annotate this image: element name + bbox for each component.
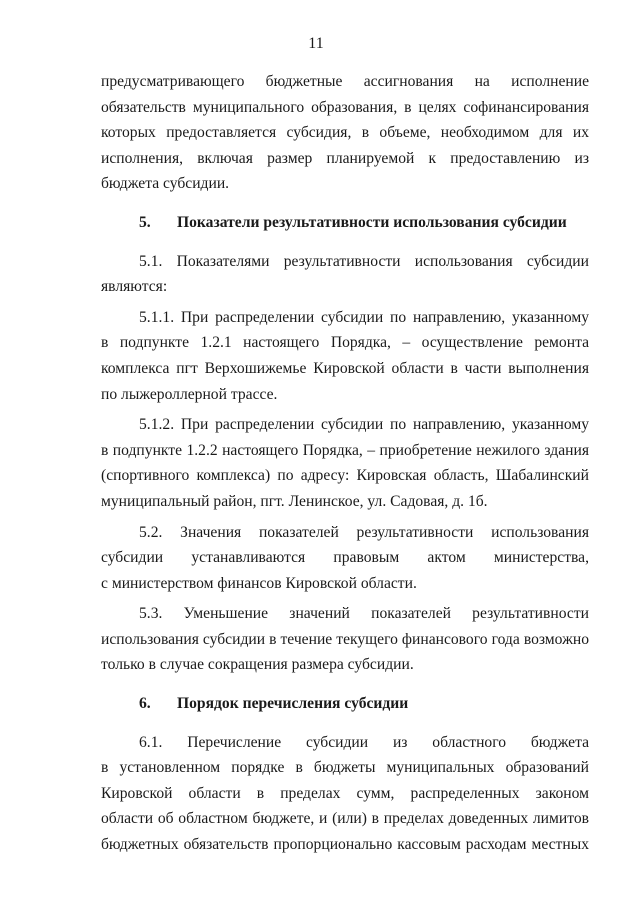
text-line: области об областном бюджете, и (или) в пределах доведенных лимитов xyxy=(101,810,589,828)
section-title: Порядок перечисления субсидии xyxy=(177,695,409,713)
text-line: по лыжероллерной трассе. xyxy=(101,385,278,403)
paragraph-5-1-2 xyxy=(101,412,589,514)
section-number: 5. xyxy=(139,213,151,231)
text-line: предусматривающего бюджетные ассигнования на исполнение xyxy=(101,73,589,90)
text-line: обязательств муниципального образования, в целях софинансирования xyxy=(101,98,589,116)
text-line: использования субсидии в течение текущего финансового года возможно xyxy=(101,630,589,648)
text-line: 6.1. Перечисление субсидии из областного бюджета xyxy=(139,733,589,751)
text-line: 5.3. Уменьшение значений показателей результативности xyxy=(139,605,589,623)
text-line: муниципальный район, пгт. Ленинское, ул. Садовая, д. 1б. xyxy=(101,492,488,510)
text-line: в установленном порядке в бюджеты муниципальных образований xyxy=(101,759,589,777)
text-line: 5.2. Значения показателей результативности использования xyxy=(139,523,589,541)
text-line: бюджетных обязательств пропорционально кассовым расходам местных xyxy=(101,836,589,854)
text-line: 5.1.1. При распределении субсидии по направлению, указанному xyxy=(139,308,589,326)
paragraph-intro xyxy=(101,69,589,197)
paragraph-6-1 xyxy=(101,730,589,858)
text-line: комплекса пгт Верхошижемье Кировской области в части выполнения xyxy=(101,359,589,377)
section-5-heading xyxy=(101,210,589,236)
text-line: являются: xyxy=(101,278,168,296)
section-title: Показатели результативности использования субсидии xyxy=(177,213,567,231)
text-line: 5.1. Показателями результативности использования субсидии xyxy=(139,252,589,270)
text-line: исполнения, включая размер планируемой к предоставлению из xyxy=(101,149,589,167)
paragraph-5-2 xyxy=(101,520,589,597)
paragraph-5-1 xyxy=(101,249,589,300)
document-body xyxy=(101,69,589,858)
text-line: субсидии устанавливаются правовым актом министерства, xyxy=(101,549,589,567)
text-line: только в случае сокращения размера субсидии. xyxy=(101,656,414,674)
text-line: в подпункте 1.2.1 настоящего Порядка, – осуществление ремонта xyxy=(101,334,589,352)
section-number: 6. xyxy=(139,695,151,713)
text-line: с министерством финансов Кировской области. xyxy=(101,574,417,592)
text-line: Кировской области в пределах сумм, распределенных законом xyxy=(101,784,589,802)
text-line: в подпункте 1.2.2 настоящего Порядка, – приобретение нежилого здания xyxy=(101,441,589,459)
text-line: (спортивного комплекса) по адресу: Кировская область, Шабалинский xyxy=(101,467,589,485)
paragraph-5-1-1 xyxy=(101,305,589,407)
section-6-heading xyxy=(101,691,589,717)
text-line: которых предоставляется субсидия, в объеме, необходимом для их xyxy=(101,124,589,142)
paragraph-5-3 xyxy=(101,601,589,678)
page-number: 11 xyxy=(308,35,324,52)
text-line: бюджета субсидии. xyxy=(101,175,230,193)
text-line: 5.1.2. При распределении субсидии по направлению, указанному xyxy=(139,416,589,434)
